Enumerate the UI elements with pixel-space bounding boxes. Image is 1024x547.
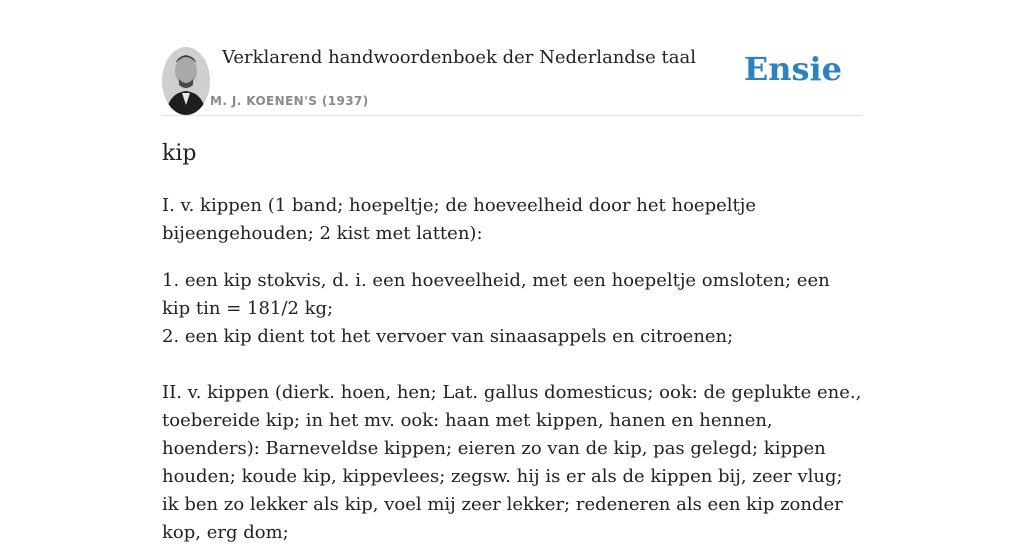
site-header bbox=[162, 0, 862, 116]
author-label: M. J. KOENEN'S (1937) bbox=[210, 94, 369, 108]
page bbox=[162, 0, 862, 547]
list-item: 2. een kip dient tot het vervoer van sinaasappels en citroenen; bbox=[162, 326, 734, 347]
portrait-image bbox=[162, 47, 210, 115]
sense-2-definition: II. v. kippen (dierk. hoen, hen; Lat. gallus domesticus; ook: de geplukte ene., toebereide kip; in het mv. ook: haan met kippen, hanen en hennen, hoenders): Barneveldse kippen; eieren zo van de kip, pas gelegd; kippen houden; koude kip, kippevlees; zegsw. hij is er als de kippen bij, zeer vlug; ik ben zo lekker als kip, voel mij zeer lekker; redeneren als een kip zonder kop, erg dom; bbox=[162, 382, 862, 543]
sense-1-definition: I. v. kippen (1 band; hoepeltje; de hoeveelheid door het hoepeltje bijeengehouden; 2 kist met latten): bbox=[162, 195, 756, 244]
ensie-logo[interactable]: Ensie bbox=[743, 50, 842, 88]
author-portrait bbox=[162, 47, 210, 115]
sense-1-examples bbox=[162, 267, 862, 351]
book-title[interactable]: Verklarend handwoordenboek der Nederlandse taal bbox=[222, 47, 696, 68]
headword: kip bbox=[162, 141, 197, 166]
list-item: 1. een kip stokvis, d. i. een hoeveelheid, met een hoepeltje omsloten; een kip tin = 181/2 kg; bbox=[162, 270, 830, 319]
